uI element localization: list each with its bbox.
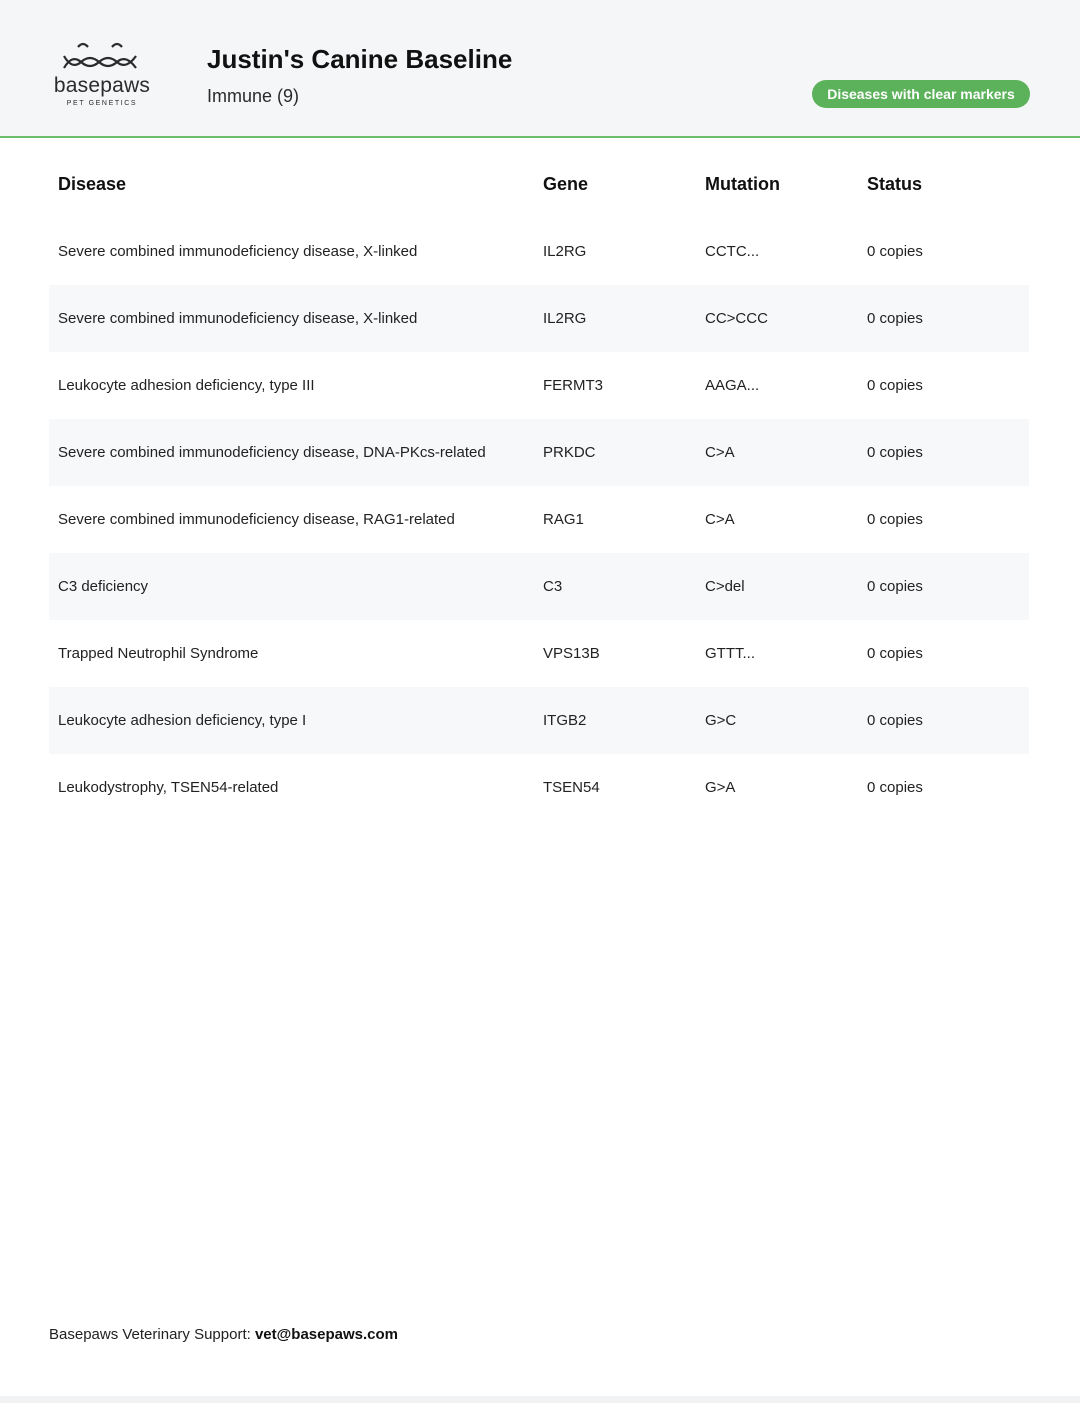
disease-cell: Severe combined immunodeficiency disease, X-linked [58,243,418,260]
table-row [49,419,1029,486]
brand-tagline: PET GENETICS [66,100,138,107]
gene-cell: RAG1 [543,511,584,528]
table-row [49,285,1029,352]
mutation-cell: G>C [705,712,737,729]
mutation-cell: C>A [705,511,735,528]
status-cell: 0 copies [867,578,923,595]
gene-cell: IL2RG [543,310,587,327]
disease-cell: Leukodystrophy, TSEN54-related [58,779,279,796]
table-row [49,218,1029,285]
support-email-link[interactable]: vet@basepaws.com [254,1326,398,1343]
disease-table [49,150,1029,821]
disease-cell: Trapped Neutrophil Syndrome [58,645,259,662]
status-cell: 0 copies [867,712,923,729]
report-header [0,0,1080,138]
column-header-status: Status [867,173,923,194]
gene-cell: PRKDC [543,444,596,461]
mutation-cell: AAGA... [705,377,760,394]
mutation-cell: G>A [705,779,736,796]
support-label: Basepaws Veterinary Support: [49,1326,251,1343]
status-cell: 0 copies [867,444,923,461]
page-bottom-band [0,1396,1080,1403]
mutation-cell: C>A [705,444,735,461]
gene-cell: C3 [543,578,563,595]
status-cell: 0 copies [867,377,923,394]
status-cell: 0 copies [867,511,923,528]
disease-cell: Severe combined immunodeficiency disease, DNA-PKcs-related [58,444,486,461]
table-row [49,553,1029,620]
mutation-cell: CC>CCC [705,310,768,327]
gene-cell: FERMT3 [543,377,603,394]
gene-cell: VPS13B [543,645,600,662]
table-row [49,352,1029,419]
column-header-mutation: Mutation [705,173,780,194]
disease-cell: Leukocyte adhesion deficiency, type I [58,712,307,729]
mutation-cell: C>del [705,578,745,595]
disease-cell: Leukocyte adhesion deficiency, type III [58,377,315,394]
cat-face-icon [62,40,142,74]
report-title: Justin's Canine Baseline [207,44,513,74]
mutation-cell: CCTC... [705,243,760,260]
status-cell: 0 copies [867,310,923,327]
disease-cell: Severe combined immunodeficiency disease, X-linked [58,310,418,327]
table-row [49,620,1029,687]
basepaws-logo [48,40,156,112]
status-cell: 0 copies [867,779,923,796]
table-row [49,754,1029,821]
clear-markers-badge: Diseases with clear markers [812,80,1030,108]
disease-cell: Severe combined immunodeficiency disease, RAG1-related [58,511,455,528]
table-row [49,486,1029,553]
table-header-row [49,150,1029,218]
table-row [49,687,1029,754]
gene-cell: IL2RG [543,243,587,260]
disease-cell: C3 deficiency [58,578,149,595]
support-footer [49,1326,398,1343]
status-cell: 0 copies [867,243,923,260]
gene-cell: TSEN54 [543,779,600,796]
column-header-disease: Disease [58,173,127,194]
category-subtitle: Immune (9) [207,86,300,106]
mutation-cell: GTTT... [705,645,755,662]
status-cell: 0 copies [867,645,923,662]
gene-cell: ITGB2 [543,712,587,729]
brand-name: basepaws [53,74,151,97]
column-header-gene: Gene [543,173,589,194]
